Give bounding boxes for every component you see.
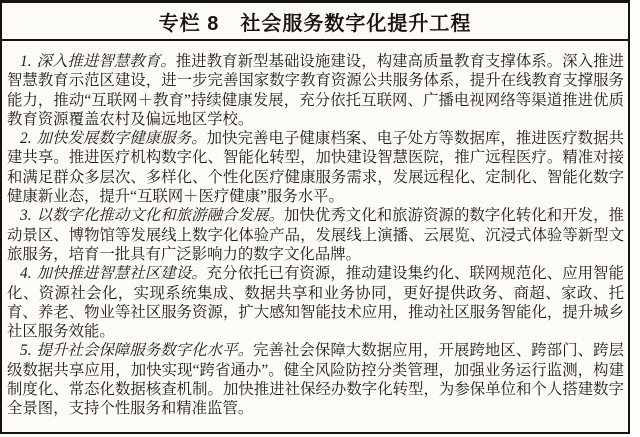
page-title: 专栏 8 社会服务数字化提升工程 <box>158 12 472 35</box>
paragraph <box>7 129 624 206</box>
paragraph-text: 加快完善电子健康档案、电子处方等数据库，推进医疗数据共建共享。推进医疗机构数字化、智能化转型，加快建设智慧医院，推广远程医疗。精准对接和满足群众多层次、多样化、个性化医疗健康服务需求，发展远程化、定制化、智能化数字健康新业态，提升“互联网＋医疗健康”服务水平。 <box>7 130 624 206</box>
paragraph-text: 加快优秀文化和旅游资源的数字化转化和开发，推动景区、博物馆等发展线上数字化体验产品，发展线上演播、云展览、沉浸式体验等新型文旅服务，培育一批具有广泛影响力的数字文化品牌。 <box>7 207 624 263</box>
paragraph-text: 充分依托已有资源，推动建设集约化、联网规范化、应用智能化、资源社会化，实现系统集成、数据共享和业务协同，更好提供政务、商超、家政、托育、养老、物业等社区服务资源，扩大感知智能技术应用，推动社区服务智能化，提升城乡社区服务效能。 <box>7 265 624 341</box>
paragraph-lead: 加快发展数字健康服务。 <box>36 130 207 148</box>
paragraph-lead: 加快推进智慧社区建设。 <box>36 265 207 283</box>
column-box-body <box>2 41 628 419</box>
paragraph-text: 完善社会保障大数据应用，开展跨地区、跨部门、跨层级数据共享应用，加快实现“跨省通办”。健全风险防控分类管理，加强业务运行监测，构建制度化、常态化数据核查机制。加快推进社保经办数字化转型，为参保单位和个人搭建数字全景图，支持个性服务和精准监管。 <box>7 342 624 418</box>
paragraph <box>7 52 624 129</box>
paragraph <box>7 206 624 264</box>
paragraph-lead: 以数字化推动文化和旅游融合发展。 <box>36 207 284 225</box>
paragraph-number: 1. <box>20 53 32 70</box>
paragraph-text: 推进教育新型基础设施建设，构建高质量教育支撑体系。深入推进智慧教育示范区建设，进一步完善国家数字教育资源公共服务体系，提升在线教育支撑服务能力，推动“互联网＋教育”持续健康发展，充分依托互联网、广播电视网络等渠道推进优质教育资源覆盖农村及偏远地区学校。 <box>7 53 624 128</box>
paragraph-number: 2. <box>20 130 32 148</box>
paragraph <box>7 264 624 341</box>
column-box-header <box>2 3 628 41</box>
paragraph-number: 4. <box>20 265 32 283</box>
paragraph-number: 5. <box>20 342 32 360</box>
paragraph-lead: 提升社会保障服务数字化水平。 <box>36 342 254 360</box>
paragraph <box>7 341 624 418</box>
paragraph-number: 3. <box>20 207 32 225</box>
paragraph-lead: 深入推进智慧教育。 <box>36 53 176 70</box>
